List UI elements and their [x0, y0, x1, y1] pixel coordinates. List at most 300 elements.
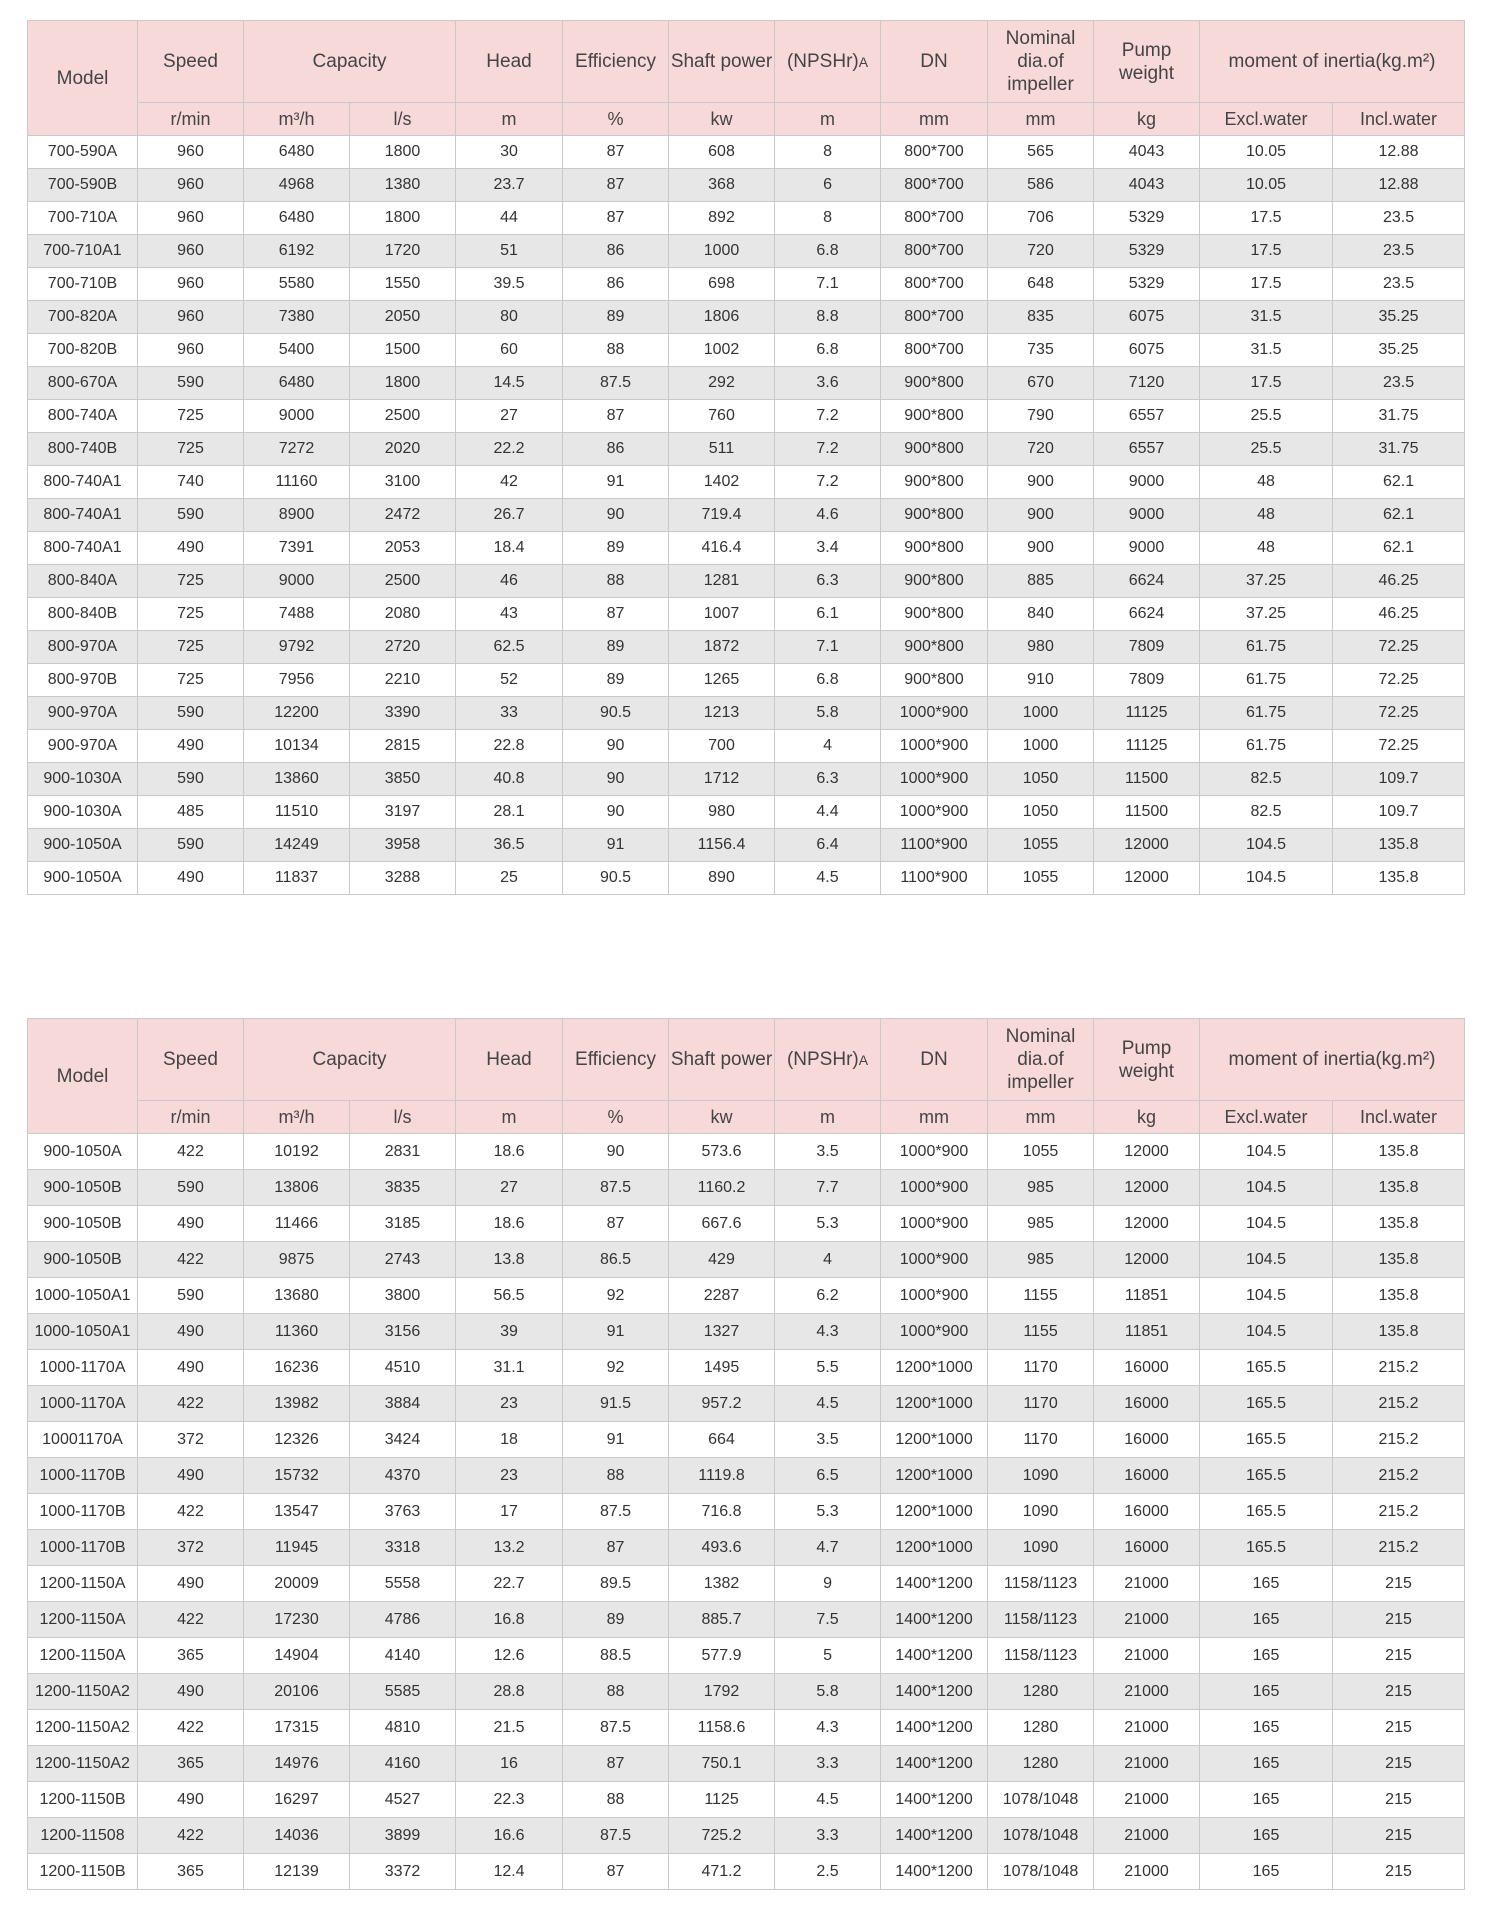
cell-pump-weight: 11851: [1094, 1314, 1200, 1350]
cell-speed: 590: [138, 1278, 244, 1314]
cell-dn: 1000*900: [881, 1170, 988, 1206]
cell-npshr: 6.8: [775, 334, 881, 367]
cell-model: 900-1030A: [28, 796, 138, 829]
cell-efficiency: 89: [563, 301, 669, 334]
cell-model: 900-1050B: [28, 1242, 138, 1278]
cell-efficiency: 88: [563, 565, 669, 598]
cell-capacity-ls: 3424: [350, 1422, 456, 1458]
cell-capacity-m3h: 8900: [244, 499, 350, 532]
cell-capacity-ls: 2743: [350, 1242, 456, 1278]
cell-capacity-ls: 1800: [350, 202, 456, 235]
unit-nominal-dia: mm: [988, 1101, 1094, 1134]
cell-efficiency: 89.5: [563, 1566, 669, 1602]
table-row: [28, 1602, 1465, 1638]
cell-npshr: 5.8: [775, 1674, 881, 1710]
cell-nominal-dia: 648: [988, 268, 1094, 301]
table-row: [28, 532, 1465, 565]
cell-model: 900-970A: [28, 697, 138, 730]
cell-inertia-excl-water: 61.75: [1200, 664, 1333, 697]
cell-head: 12.4: [456, 1854, 563, 1890]
cell-shaft-power: 493.6: [669, 1530, 775, 1566]
cell-npshr: 4.6: [775, 499, 881, 532]
cell-inertia-incl-water: 215: [1333, 1566, 1465, 1602]
cell-inertia-excl-water: 82.5: [1200, 796, 1333, 829]
cell-npshr: 6: [775, 169, 881, 202]
cell-efficiency: 87: [563, 598, 669, 631]
cell-npshr: 4: [775, 730, 881, 763]
cell-npshr: 6.2: [775, 1278, 881, 1314]
cell-npshr: 4.3: [775, 1314, 881, 1350]
cell-dn: 1000*900: [881, 697, 988, 730]
cell-pump-weight: 6557: [1094, 400, 1200, 433]
cell-capacity-m3h: 11160: [244, 466, 350, 499]
table-row: [28, 1674, 1465, 1710]
cell-efficiency: 87.5: [563, 367, 669, 400]
cell-speed: 960: [138, 268, 244, 301]
cell-model: 800-740A: [28, 400, 138, 433]
header-npshr: [775, 1019, 881, 1101]
cell-capacity-ls: 2500: [350, 400, 456, 433]
cell-capacity-m3h: 17230: [244, 1602, 350, 1638]
cell-inertia-incl-water: 135.8: [1333, 1242, 1465, 1278]
cell-capacity-ls: 1720: [350, 235, 456, 268]
cell-inertia-excl-water: 104.5: [1200, 1278, 1333, 1314]
cell-model: 900-1050A: [28, 1134, 138, 1170]
cell-model: 900-1050A: [28, 829, 138, 862]
cell-shaft-power: 1007: [669, 598, 775, 631]
cell-efficiency: 90.5: [563, 862, 669, 895]
header-speed: Speed: [138, 21, 244, 103]
cell-shaft-power: 760: [669, 400, 775, 433]
cell-npshr: 7.7: [775, 1170, 881, 1206]
cell-nominal-dia: 910: [988, 664, 1094, 697]
cell-capacity-ls: 2815: [350, 730, 456, 763]
cell-head: 44: [456, 202, 563, 235]
cell-nominal-dia: 1090: [988, 1458, 1094, 1494]
cell-inertia-incl-water: 135.8: [1333, 829, 1465, 862]
cell-inertia-excl-water: 31.5: [1200, 334, 1333, 367]
cell-speed: 422: [138, 1602, 244, 1638]
cell-capacity-ls: 3390: [350, 697, 456, 730]
cell-head: 13.2: [456, 1530, 563, 1566]
cell-nominal-dia: 1280: [988, 1674, 1094, 1710]
cell-efficiency: 91: [563, 1422, 669, 1458]
cell-pump-weight: 5329: [1094, 268, 1200, 301]
cell-pump-weight: 12000: [1094, 1242, 1200, 1278]
unit-capacity-ls: l/s: [350, 1101, 456, 1134]
cell-dn: 1000*900: [881, 1134, 988, 1170]
table-row: [28, 301, 1465, 334]
cell-head: 33: [456, 697, 563, 730]
cell-inertia-incl-water: 215: [1333, 1602, 1465, 1638]
cell-inertia-incl-water: 12.88: [1333, 136, 1465, 169]
cell-inertia-excl-water: 48: [1200, 466, 1333, 499]
cell-inertia-excl-water: 165: [1200, 1602, 1333, 1638]
cell-nominal-dia: 900: [988, 466, 1094, 499]
cell-head: 27: [456, 400, 563, 433]
cell-dn: 1200*1000: [881, 1458, 988, 1494]
cell-efficiency: 91: [563, 1314, 669, 1350]
cell-efficiency: 90: [563, 763, 669, 796]
unit-capacity-m3h: m³/h: [244, 103, 350, 136]
cell-inertia-excl-water: 37.25: [1200, 565, 1333, 598]
header-moment-of-inertia: moment of inertia(kg.m²): [1200, 21, 1465, 103]
cell-dn: 900*800: [881, 433, 988, 466]
cell-speed: 725: [138, 664, 244, 697]
cell-npshr: 6.8: [775, 664, 881, 697]
table-row: [28, 763, 1465, 796]
header-npshr: [775, 21, 881, 103]
header-efficiency: Efficiency: [563, 21, 669, 103]
cell-capacity-m3h: 20106: [244, 1674, 350, 1710]
unit-dn: mm: [881, 1101, 988, 1134]
cell-efficiency: 87.5: [563, 1710, 669, 1746]
header-nominal-dia: Nominal dia.of impeller: [988, 21, 1094, 103]
cell-nominal-dia: 885: [988, 565, 1094, 598]
cell-nominal-dia: 985: [988, 1170, 1094, 1206]
cell-dn: 800*700: [881, 136, 988, 169]
cell-inertia-excl-water: 61.75: [1200, 697, 1333, 730]
cell-capacity-ls: 3800: [350, 1278, 456, 1314]
cell-inertia-excl-water: 37.25: [1200, 598, 1333, 631]
cell-dn: 1400*1200: [881, 1674, 988, 1710]
cell-nominal-dia: 1000: [988, 697, 1094, 730]
cell-model: 1000-1170B: [28, 1494, 138, 1530]
cell-capacity-ls: 3884: [350, 1386, 456, 1422]
cell-capacity-m3h: 10134: [244, 730, 350, 763]
cell-shaft-power: 1000: [669, 235, 775, 268]
cell-npshr: 8.8: [775, 301, 881, 334]
cell-model: 900-970A: [28, 730, 138, 763]
cell-npshr: 3.4: [775, 532, 881, 565]
cell-capacity-ls: 2472: [350, 499, 456, 532]
cell-pump-weight: 21000: [1094, 1602, 1200, 1638]
unit-capacity-ls: l/s: [350, 103, 456, 136]
cell-pump-weight: 6624: [1094, 565, 1200, 598]
cell-inertia-incl-water: 215.2: [1333, 1422, 1465, 1458]
cell-dn: 1200*1000: [881, 1422, 988, 1458]
header-capacity: Capacity: [244, 21, 456, 103]
cell-nominal-dia: 670: [988, 367, 1094, 400]
cell-npshr: 4: [775, 1242, 881, 1278]
cell-inertia-incl-water: 23.5: [1333, 367, 1465, 400]
cell-inertia-incl-water: 215.2: [1333, 1350, 1465, 1386]
cell-efficiency: 87.5: [563, 1170, 669, 1206]
cell-inertia-incl-water: 23.5: [1333, 268, 1465, 301]
cell-capacity-ls: 3318: [350, 1530, 456, 1566]
cell-capacity-m3h: 12139: [244, 1854, 350, 1890]
cell-dn: 1000*900: [881, 763, 988, 796]
cell-inertia-incl-water: 215: [1333, 1674, 1465, 1710]
cell-dn: 1100*900: [881, 829, 988, 862]
cell-inertia-incl-water: 46.25: [1333, 565, 1465, 598]
cell-head: 22.8: [456, 730, 563, 763]
cell-capacity-m3h: 9792: [244, 631, 350, 664]
cell-model: 900-1050B: [28, 1206, 138, 1242]
cell-capacity-m3h: 4968: [244, 169, 350, 202]
cell-pump-weight: 11500: [1094, 763, 1200, 796]
table-row: [28, 367, 1465, 400]
cell-pump-weight: 16000: [1094, 1386, 1200, 1422]
cell-inertia-excl-water: 104.5: [1200, 1314, 1333, 1350]
cell-capacity-ls: 3185: [350, 1206, 456, 1242]
table-row: [28, 796, 1465, 829]
cell-inertia-incl-water: 109.7: [1333, 796, 1465, 829]
cell-shaft-power: 1327: [669, 1314, 775, 1350]
cell-capacity-ls: 1380: [350, 169, 456, 202]
cell-npshr: 4.3: [775, 1710, 881, 1746]
cell-dn: 1400*1200: [881, 1602, 988, 1638]
table-row: [28, 631, 1465, 664]
cell-npshr: 3.3: [775, 1746, 881, 1782]
cell-inertia-incl-water: 23.5: [1333, 202, 1465, 235]
cell-npshr: 7.1: [775, 631, 881, 664]
cell-npshr: 4.4: [775, 796, 881, 829]
table-row: [28, 730, 1465, 763]
cell-speed: 590: [138, 763, 244, 796]
cell-capacity-ls: 2053: [350, 532, 456, 565]
cell-nominal-dia: 1170: [988, 1350, 1094, 1386]
cell-shaft-power: 573.6: [669, 1134, 775, 1170]
cell-inertia-incl-water: 35.25: [1333, 301, 1465, 334]
unit-excl-water: Excl.water: [1200, 103, 1333, 136]
cell-efficiency: 90: [563, 796, 669, 829]
cell-inertia-incl-water: 72.25: [1333, 697, 1465, 730]
cell-shaft-power: 292: [669, 367, 775, 400]
cell-head: 25: [456, 862, 563, 895]
table-row: [28, 1530, 1465, 1566]
cell-inertia-excl-water: 48: [1200, 532, 1333, 565]
cell-npshr: 9: [775, 1566, 881, 1602]
cell-shaft-power: 1213: [669, 697, 775, 730]
cell-dn: 900*800: [881, 367, 988, 400]
cell-speed: 725: [138, 598, 244, 631]
cell-pump-weight: 11851: [1094, 1278, 1200, 1314]
cell-inertia-incl-water: 72.25: [1333, 730, 1465, 763]
unit-nominal-dia: mm: [988, 103, 1094, 136]
cell-capacity-ls: 3197: [350, 796, 456, 829]
unit-efficiency: %: [563, 103, 669, 136]
cell-npshr: 6.1: [775, 598, 881, 631]
cell-dn: 900*800: [881, 565, 988, 598]
cell-capacity-ls: 3958: [350, 829, 456, 862]
cell-inertia-excl-water: 165.5: [1200, 1530, 1333, 1566]
table-row: [28, 697, 1465, 730]
cell-shaft-power: 1158.6: [669, 1710, 775, 1746]
cell-capacity-m3h: 7380: [244, 301, 350, 334]
cell-model: 1200-1150B: [28, 1782, 138, 1818]
unit-pump-weight: kg: [1094, 1101, 1200, 1134]
cell-dn: 800*700: [881, 301, 988, 334]
cell-capacity-m3h: 7488: [244, 598, 350, 631]
cell-shaft-power: 725.2: [669, 1818, 775, 1854]
cell-speed: 422: [138, 1818, 244, 1854]
cell-speed: 422: [138, 1134, 244, 1170]
cell-pump-weight: 6624: [1094, 598, 1200, 631]
cell-model: 700-710A: [28, 202, 138, 235]
cell-capacity-ls: 5558: [350, 1566, 456, 1602]
cell-speed: 422: [138, 1386, 244, 1422]
unit-speed: r/min: [138, 103, 244, 136]
cell-pump-weight: 16000: [1094, 1530, 1200, 1566]
cell-speed: 960: [138, 169, 244, 202]
cell-npshr: 5.3: [775, 1494, 881, 1530]
cell-head: 22.3: [456, 1782, 563, 1818]
cell-capacity-m3h: 13547: [244, 1494, 350, 1530]
cell-speed: 422: [138, 1710, 244, 1746]
cell-capacity-m3h: 11945: [244, 1530, 350, 1566]
cell-capacity-m3h: 15732: [244, 1458, 350, 1494]
cell-model: 1200-1150A: [28, 1602, 138, 1638]
cell-efficiency: 89: [563, 532, 669, 565]
cell-capacity-m3h: 12200: [244, 697, 350, 730]
cell-capacity-ls: 4160: [350, 1746, 456, 1782]
cell-head: 18.6: [456, 1206, 563, 1242]
cell-npshr: 8: [775, 202, 881, 235]
cell-shaft-power: 698: [669, 268, 775, 301]
cell-efficiency: 90: [563, 730, 669, 763]
cell-capacity-m3h: 11466: [244, 1206, 350, 1242]
cell-pump-weight: 11125: [1094, 730, 1200, 763]
cell-efficiency: 89: [563, 1602, 669, 1638]
cell-shaft-power: 1281: [669, 565, 775, 598]
cell-speed: 960: [138, 136, 244, 169]
pump-spec-table-1: [27, 20, 1465, 895]
cell-head: 28.8: [456, 1674, 563, 1710]
cell-efficiency: 87.5: [563, 1818, 669, 1854]
cell-pump-weight: 5329: [1094, 235, 1200, 268]
cell-pump-weight: 7809: [1094, 664, 1200, 697]
cell-nominal-dia: 835: [988, 301, 1094, 334]
cell-efficiency: 86.5: [563, 1242, 669, 1278]
cell-capacity-m3h: 14904: [244, 1638, 350, 1674]
cell-model: 700-590A: [28, 136, 138, 169]
header-efficiency: Efficiency: [563, 1019, 669, 1101]
cell-head: 28.1: [456, 796, 563, 829]
header-capacity: Capacity: [244, 1019, 456, 1101]
cell-dn: 1200*1000: [881, 1350, 988, 1386]
table-row: [28, 1710, 1465, 1746]
table-row: [28, 499, 1465, 532]
cell-inertia-incl-water: 62.1: [1333, 466, 1465, 499]
cell-shaft-power: 890: [669, 862, 775, 895]
cell-efficiency: 87: [563, 136, 669, 169]
cell-dn: 900*800: [881, 598, 988, 631]
cell-npshr: 7.2: [775, 400, 881, 433]
cell-head: 16: [456, 1746, 563, 1782]
cell-dn: 900*800: [881, 532, 988, 565]
cell-capacity-ls: 3850: [350, 763, 456, 796]
cell-head: 39: [456, 1314, 563, 1350]
cell-npshr: 3.3: [775, 1818, 881, 1854]
table-row: [28, 466, 1465, 499]
cell-head: 23: [456, 1386, 563, 1422]
cell-capacity-ls: 4370: [350, 1458, 456, 1494]
cell-nominal-dia: 1090: [988, 1494, 1094, 1530]
cell-speed: 490: [138, 532, 244, 565]
cell-inertia-incl-water: 215: [1333, 1818, 1465, 1854]
cell-pump-weight: 7809: [1094, 631, 1200, 664]
cell-shaft-power: 1792: [669, 1674, 775, 1710]
cell-capacity-m3h: 9000: [244, 565, 350, 598]
cell-efficiency: 86: [563, 268, 669, 301]
cell-speed: 960: [138, 235, 244, 268]
cell-pump-weight: 12000: [1094, 1170, 1200, 1206]
cell-pump-weight: 21000: [1094, 1818, 1200, 1854]
cell-inertia-incl-water: 135.8: [1333, 1134, 1465, 1170]
header-pump-weight: Pump weight: [1094, 21, 1200, 103]
cell-model: 700-590B: [28, 169, 138, 202]
cell-capacity-ls: 3372: [350, 1854, 456, 1890]
cell-pump-weight: 16000: [1094, 1350, 1200, 1386]
cell-shaft-power: 1872: [669, 631, 775, 664]
table-row: [28, 1206, 1465, 1242]
cell-pump-weight: 4043: [1094, 169, 1200, 202]
cell-shaft-power: 2287: [669, 1278, 775, 1314]
cell-inertia-excl-water: 165: [1200, 1638, 1333, 1674]
cell-pump-weight: 21000: [1094, 1566, 1200, 1602]
cell-model: 1200-1150B: [28, 1854, 138, 1890]
cell-inertia-incl-water: 135.8: [1333, 1206, 1465, 1242]
cell-inertia-incl-water: 215.2: [1333, 1386, 1465, 1422]
cell-efficiency: 92: [563, 1278, 669, 1314]
cell-nominal-dia: 1158/1123: [988, 1566, 1094, 1602]
cell-inertia-incl-water: 215.2: [1333, 1458, 1465, 1494]
cell-head: 18.6: [456, 1134, 563, 1170]
cell-shaft-power: 700: [669, 730, 775, 763]
cell-inertia-excl-water: 165: [1200, 1782, 1333, 1818]
cell-pump-weight: 12000: [1094, 1134, 1200, 1170]
cell-head: 46: [456, 565, 563, 598]
cell-model: 700-710B: [28, 268, 138, 301]
cell-efficiency: 89: [563, 664, 669, 697]
cell-head: 26.7: [456, 499, 563, 532]
cell-efficiency: 91: [563, 829, 669, 862]
table-row: [28, 334, 1465, 367]
unit-capacity-m3h: m³/h: [244, 1101, 350, 1134]
cell-speed: 490: [138, 1566, 244, 1602]
cell-efficiency: 91.5: [563, 1386, 669, 1422]
header-model: Model: [28, 1019, 138, 1134]
cell-shaft-power: 980: [669, 796, 775, 829]
cell-capacity-m3h: 14036: [244, 1818, 350, 1854]
cell-shaft-power: 1402: [669, 466, 775, 499]
table-row: [28, 1350, 1465, 1386]
cell-capacity-m3h: 12326: [244, 1422, 350, 1458]
table-row: [28, 862, 1465, 895]
cell-speed: 365: [138, 1854, 244, 1890]
cell-speed: 490: [138, 1782, 244, 1818]
cell-speed: 490: [138, 730, 244, 763]
cell-capacity-ls: 4510: [350, 1350, 456, 1386]
cell-model: 800-740B: [28, 433, 138, 466]
cell-capacity-m3h: 10192: [244, 1134, 350, 1170]
cell-speed: 490: [138, 862, 244, 895]
cell-dn: 900*800: [881, 664, 988, 697]
cell-model: 800-840B: [28, 598, 138, 631]
table-row: [28, 1746, 1465, 1782]
cell-head: 36.5: [456, 829, 563, 862]
cell-capacity-ls: 3899: [350, 1818, 456, 1854]
cell-pump-weight: 5329: [1094, 202, 1200, 235]
cell-nominal-dia: 1050: [988, 796, 1094, 829]
cell-inertia-incl-water: 72.25: [1333, 631, 1465, 664]
header-nominal-dia: Nominal dia.of impeller: [988, 1019, 1094, 1101]
table-row: [28, 1242, 1465, 1278]
cell-dn: 1400*1200: [881, 1854, 988, 1890]
cell-capacity-ls: 3763: [350, 1494, 456, 1530]
cell-inertia-incl-water: 35.25: [1333, 334, 1465, 367]
